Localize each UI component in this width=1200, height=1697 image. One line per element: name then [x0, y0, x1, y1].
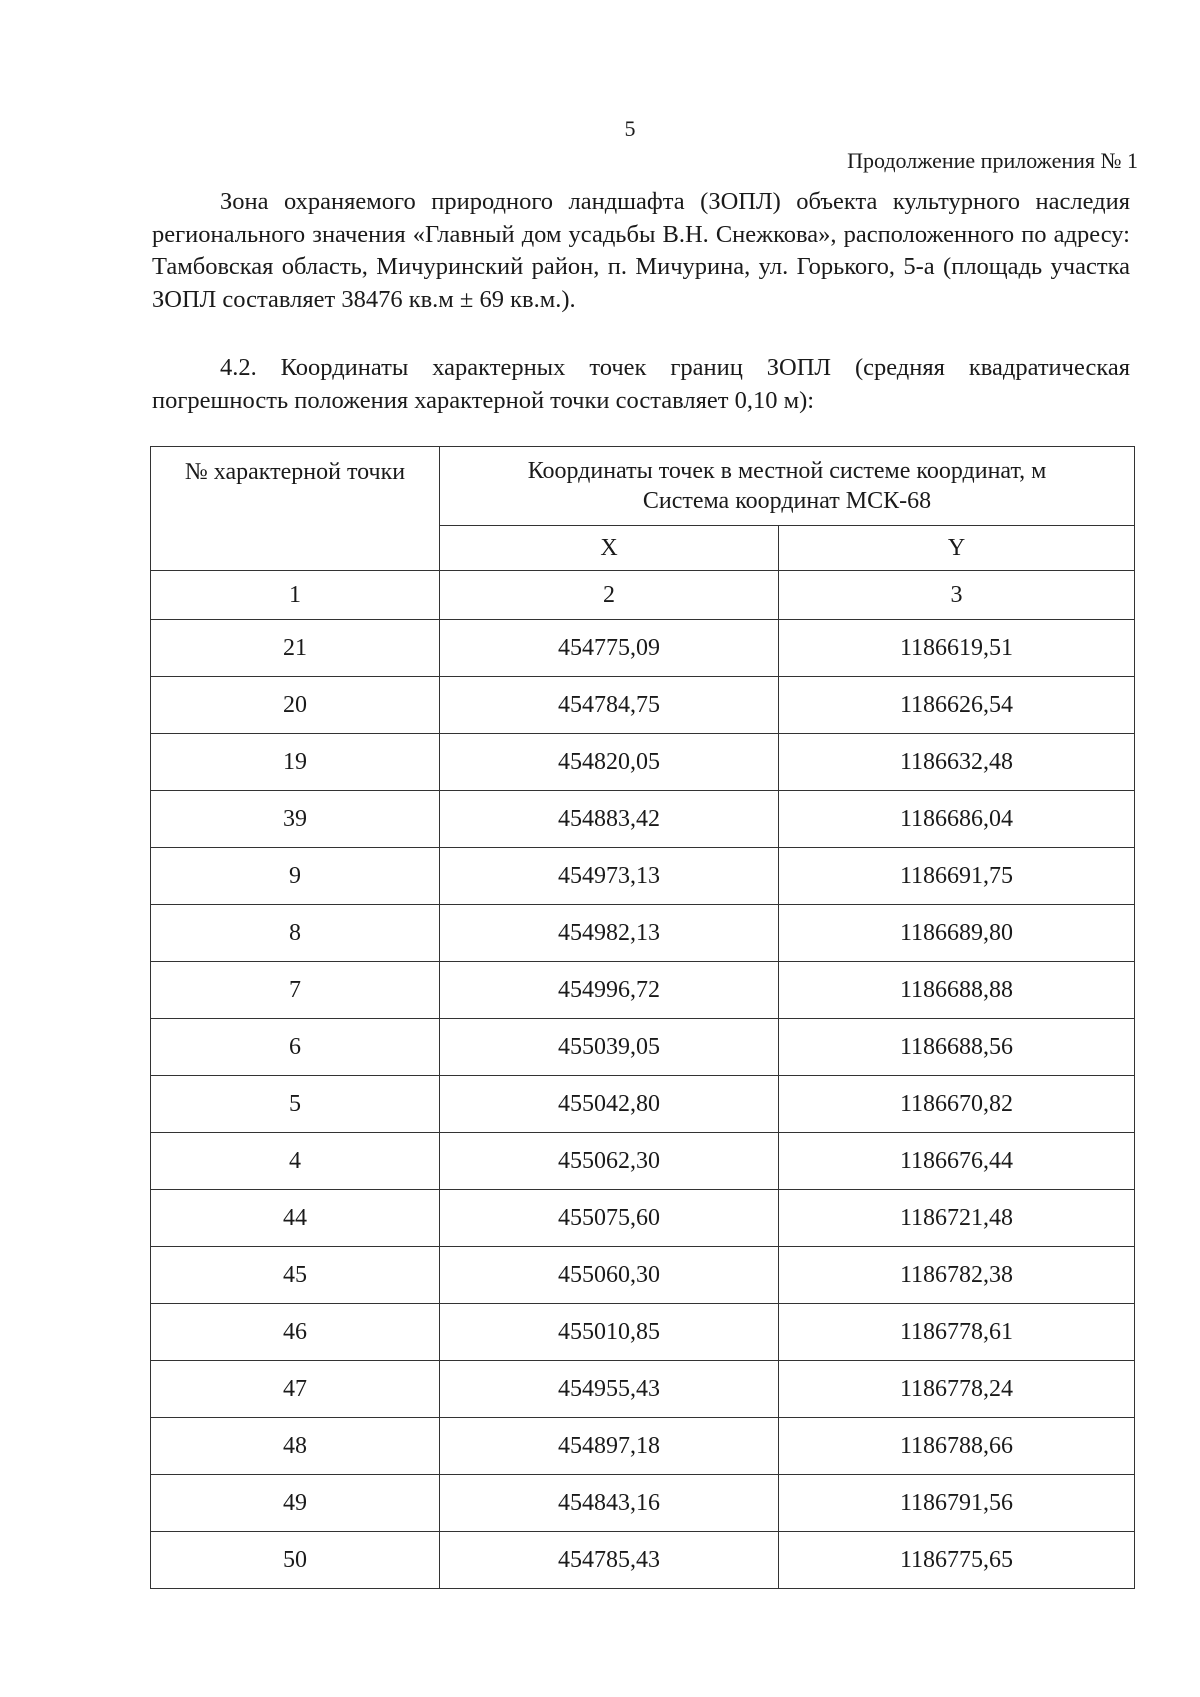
table-row — [151, 1418, 1135, 1475]
point-number-cell: 50 — [151, 1532, 440, 1589]
y-coordinate-cell: 1186688,56 — [779, 1019, 1135, 1076]
table-row — [151, 1076, 1135, 1133]
header-coordinates-line1: Координаты точек в местной системе координат, м — [527, 458, 1047, 484]
x-coordinate-cell: 454982,13 — [440, 905, 779, 962]
point-number-cell: 9 — [151, 848, 440, 905]
x-coordinate-cell: 455062,30 — [440, 1133, 779, 1190]
column-number-1: 1 — [151, 571, 440, 620]
y-coordinate-cell: 1186778,24 — [779, 1361, 1135, 1418]
header-coordinates-line2: Система координат МСК-68 — [642, 488, 932, 514]
x-coordinate-cell: 455042,80 — [440, 1076, 779, 1133]
x-coordinate-cell: 454883,42 — [440, 791, 779, 848]
y-coordinate-cell: 1186778,61 — [779, 1304, 1135, 1361]
y-coordinate-cell: 1186788,66 — [779, 1418, 1135, 1475]
appendix-continuation-label: Продолжение приложения № 1 — [847, 148, 1138, 173]
x-coordinate-cell: 454785,43 — [440, 1532, 779, 1589]
point-number-cell: 21 — [151, 620, 440, 677]
point-number-cell: 4 — [151, 1133, 440, 1190]
header-point-number: № характерной точки — [151, 447, 440, 571]
point-number-cell: 46 — [151, 1304, 440, 1361]
x-coordinate-cell: 455075,60 — [440, 1190, 779, 1247]
x-coordinate-cell: 454775,09 — [440, 620, 779, 677]
table-row — [151, 620, 1135, 677]
table-row — [151, 1247, 1135, 1304]
coordinates-table — [150, 446, 1135, 1589]
header-coordinates — [440, 447, 1135, 526]
table-row — [151, 734, 1135, 791]
table-row — [151, 791, 1135, 848]
y-coordinate-cell: 1186775,65 — [779, 1532, 1135, 1589]
table-row — [151, 1361, 1135, 1418]
header-y: Y — [779, 526, 1135, 571]
table-row — [151, 1133, 1135, 1190]
x-coordinate-cell: 454996,72 — [440, 962, 779, 1019]
y-coordinate-cell: 1186688,88 — [779, 962, 1135, 1019]
y-coordinate-cell: 1186721,48 — [779, 1190, 1135, 1247]
point-number-cell: 6 — [151, 1019, 440, 1076]
table-row — [151, 1475, 1135, 1532]
point-number-cell: 44 — [151, 1190, 440, 1247]
point-number-cell: 8 — [151, 905, 440, 962]
table-row — [151, 677, 1135, 734]
point-number-cell: 39 — [151, 791, 440, 848]
coordinates-intro-paragraph — [152, 352, 1130, 417]
point-number-cell: 48 — [151, 1418, 440, 1475]
zone-description-text: Зона охраняемого природного ландшафта (ЗОПЛ) объекта культурного наследия регионального значения «Главный дом усадьбы В.Н. Снежкова», расположенного по адресу: Тамбовская область, Мичуринский район, п. Мичурина, ул. Горького, 5-а (площадь участка ЗОПЛ составляет 38476 кв.м ± 69 кв.м.). — [152, 188, 1130, 313]
table-row — [151, 905, 1135, 962]
column-number-2: 2 — [440, 571, 779, 620]
x-coordinate-cell: 454973,13 — [440, 848, 779, 905]
point-number-cell: 49 — [151, 1475, 440, 1532]
y-coordinate-cell: 1186686,04 — [779, 791, 1135, 848]
y-coordinate-cell: 1186619,51 — [779, 620, 1135, 677]
y-coordinate-cell: 1186791,56 — [779, 1475, 1135, 1532]
x-coordinate-cell: 455010,85 — [440, 1304, 779, 1361]
point-number-cell: 7 — [151, 962, 440, 1019]
page-number: 5 — [624, 116, 636, 141]
column-number-3: 3 — [779, 571, 1135, 620]
point-number-cell: 20 — [151, 677, 440, 734]
table-body — [151, 620, 1135, 1589]
x-coordinate-cell: 454784,75 — [440, 677, 779, 734]
x-coordinate-cell: 454843,16 — [440, 1475, 779, 1532]
x-coordinate-cell: 454820,05 — [440, 734, 779, 791]
table-row — [151, 1019, 1135, 1076]
table-row — [151, 1190, 1135, 1247]
y-coordinate-cell: 1186782,38 — [779, 1247, 1135, 1304]
header-x: X — [440, 526, 779, 571]
y-coordinate-cell: 1186626,54 — [779, 677, 1135, 734]
point-number-cell: 45 — [151, 1247, 440, 1304]
y-coordinate-cell: 1186676,44 — [779, 1133, 1135, 1190]
y-coordinate-cell: 1186632,48 — [779, 734, 1135, 791]
x-coordinate-cell: 455039,05 — [440, 1019, 779, 1076]
y-coordinate-cell: 1186689,80 — [779, 905, 1135, 962]
x-coordinate-cell: 455060,30 — [440, 1247, 779, 1304]
table-row — [151, 848, 1135, 905]
table-row — [151, 1304, 1135, 1361]
table-row — [151, 962, 1135, 1019]
point-number-cell: 19 — [151, 734, 440, 791]
coordinates-intro-text: 4.2. Координаты характерных точек границ ЗОПЛ (средняя квадратическая погрешность положения характерной точки составляет 0,10 м): — [152, 354, 1130, 414]
y-coordinate-cell: 1186691,75 — [779, 848, 1135, 905]
x-coordinate-cell: 454897,18 — [440, 1418, 779, 1475]
point-number-cell: 5 — [151, 1076, 440, 1133]
point-number-cell: 47 — [151, 1361, 440, 1418]
zone-description-paragraph — [152, 186, 1130, 316]
table-row — [151, 1532, 1135, 1589]
y-coordinate-cell: 1186670,82 — [779, 1076, 1135, 1133]
x-coordinate-cell: 454955,43 — [440, 1361, 779, 1418]
